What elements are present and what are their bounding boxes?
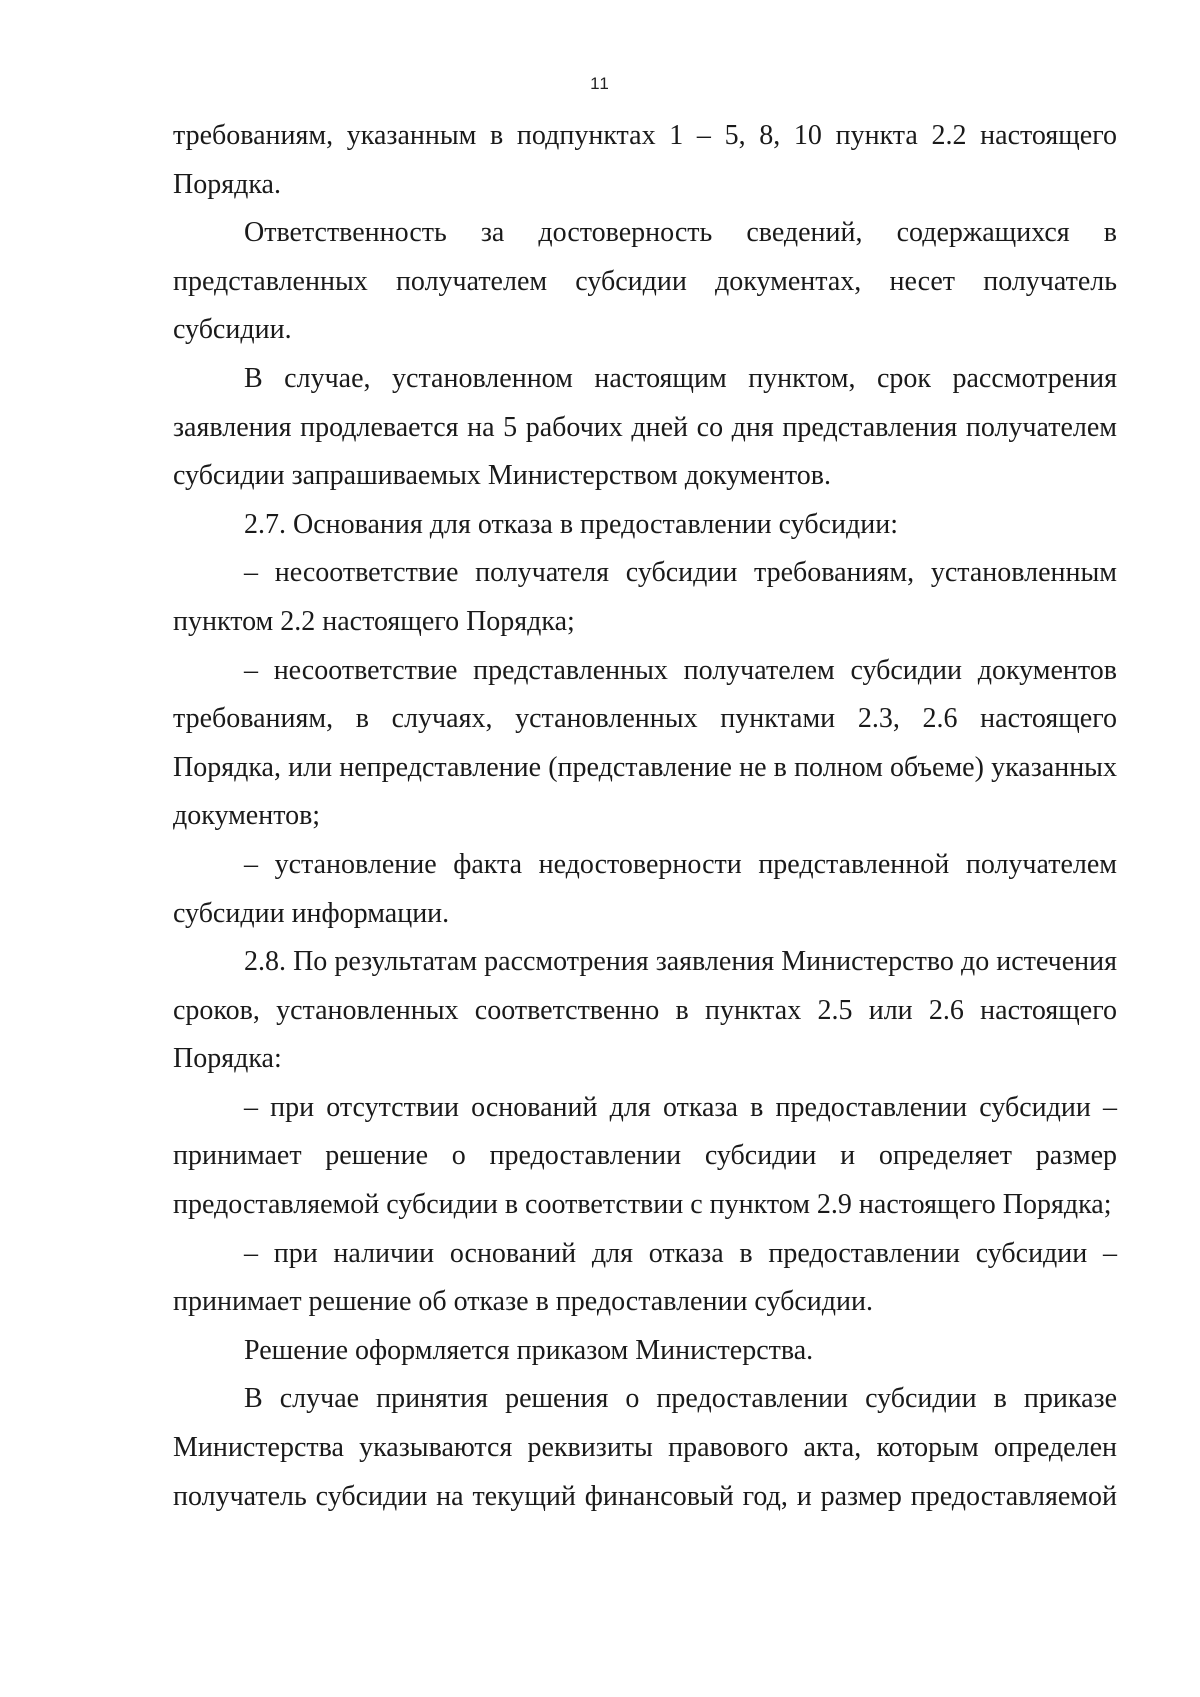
list-item-decision-refuse: – при наличии оснований для отказа в предоставлении субсидии – принимает решение об отказе в предоставлении субсидии. [173, 1237, 1117, 1318]
list-item-decision-grant: – при отсутствии оснований для отказа в предоставлении субсидии – принимает решение о предоставлении субсидии и определяет размер предоставляемой субсидии в соответствии с пунктом 2.9 настоящего Порядка; [173, 1091, 1117, 1221]
paragraph-order-details: В случае принятия решения о предоставлении субсидии в приказе Министерства указываются реквизиты правового акта, которым определен получатель субсидии на текущий финансовый год, и размер предоставляемой [173, 1383, 1117, 1512]
paragraph-responsibility: Ответственность за достоверность сведений, содержащихся в представленных получателем субсидии документах, несет получатель субсидии. [173, 217, 1117, 346]
paragraph-section-2-8: 2.8. По результатам рассмотрения заявления Министерство до истечения сроков, установленных соответственно в пунктах 2.5 или 2.6 настоящего Порядка: [173, 946, 1117, 1075]
document-body [173, 112, 1117, 1521]
list-item-refusal-2: – несоответствие представленных получателем субсидии документов требованиям, в случаях, установленных пунктами 2.3, 2.6 настоящего Порядка, или непредставление (представление не в полном объеме) указанных документов; [173, 654, 1117, 832]
list-item-refusal-3: – установление факта недостоверности представленной получателем субсидии информации. [173, 848, 1117, 929]
paragraph-continuation: требованиям, указанным в подпунктах 1 – 5, 8, 10 пункта 2.2 настоящего Порядка. [173, 120, 1117, 200]
page-number: 11 [590, 74, 610, 93]
list-item-refusal-1: – несоответствие получателя субсидии требованиям, установленным пунктом 2.2 настоящего Порядка; [173, 557, 1117, 637]
paragraph-section-2-7: 2.7. Основания для отказа в предоставлении субсидии: [244, 508, 899, 540]
paragraph-review-extension: В случае, установленном настоящим пунктом, срок рассмотрения заявления продлевается на 5 рабочих дней со дня представления получателем субсидии запрашиваемых Министерством документов. [173, 362, 1117, 492]
paragraph-decision-order: Решение оформляется приказом Министерства. [244, 1334, 814, 1366]
